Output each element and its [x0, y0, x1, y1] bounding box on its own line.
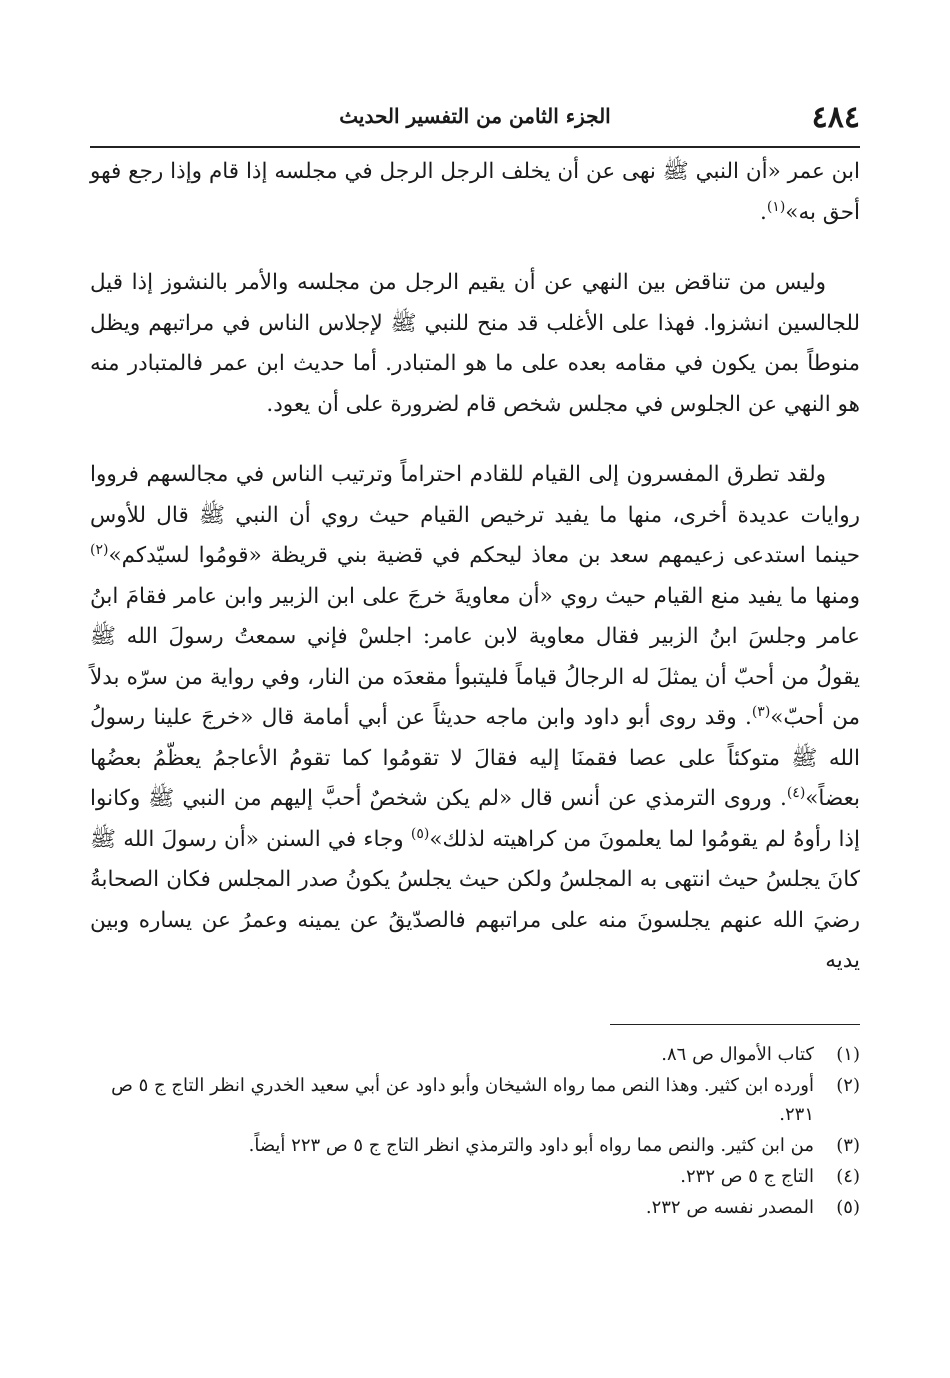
footnote-5: [90, 1193, 860, 1222]
paragraph-text: ولقد تطرق المفسرون إلى القيام للقادم احتراماً وترتيب الناس في مجالسهم فرووا روايات عديدة أخرى، منها ما يفيد ترخيص القيام حيث روي أن النبي ﷺ قال للأوس حينما استدعى زعيمهم سعد بن معاذ ليحكم في قضية بني قريظة «قومُوا لسيّدكم»: [90, 462, 860, 568]
paragraph-text: . وروى الترمذي عن أنس قال «لم يكن شخصٌ أحبَّ إليهم من النبي ﷺ وكانوا إذا رأوهُ لم يقومُوا لما يعلمونَ من كراهيته لذلك»: [90, 786, 860, 852]
footnotes: [90, 1040, 860, 1224]
footnote-1: [90, 1040, 860, 1069]
page-header: [90, 96, 860, 144]
paragraph-text: .: [759, 199, 767, 225]
paragraph-3: [90, 455, 860, 982]
footnote-4: [90, 1162, 860, 1191]
footnote-text: كتاب الأموال ص ٨٦.: [661, 1044, 814, 1065]
footnote-number: (١): [836, 1044, 860, 1065]
paragraph-text: وليس من تناقض بين النهي عن أن يقيم الرجل من مجلسه والأمر بالنشوز إذا قيل للجالسين انشزوا. فهذا على الأغلب قد منح للنبي ﷺ لإجلاس الناس في مراتبهم ويظل منوطاً بمن يكون في مقامه بعده على ما هو المتبادر. أما حديث ابن عمر فالمتبادر منه هو النهي عن الجلوس في مجلس شخص قام لضرورة على أن يعود.: [90, 270, 860, 417]
footnote-number: (٢): [836, 1075, 860, 1096]
footnote-number: (٤): [836, 1166, 860, 1187]
page-number: ٤٨٤: [811, 100, 860, 135]
footnote-ref-3: (٣): [751, 703, 771, 720]
footnote-2: [90, 1071, 860, 1129]
footnote-text: التاج ج ٥ ص ٢٣٢.: [680, 1166, 814, 1187]
footnote-text: من ابن كثير. والنص مما رواه أبو داود والترمذي انظر التاج ج ٥ ص ٢٢٣ أيضاً.: [248, 1135, 814, 1156]
paragraph-1: [90, 152, 860, 233]
footnote-divider: [610, 1024, 860, 1025]
paragraph-text: . وقد روى أبو داود وابن ماجه حديثاً عن أبي أمامة قال «خرجَ علينا رسولُ الله ﷺ متوكئاً على عصا فقمنَا إليه فقالَ لا تقومُوا كما تقومُ الأعاجمُ يعظّمُ بعضُها بعضاً»: [90, 705, 860, 811]
footnote-ref-4: (٤): [786, 784, 806, 801]
paragraph-2: [90, 263, 860, 425]
footnote-text: المصدر نفسه ص ٢٣٢.: [645, 1197, 814, 1218]
paragraph-text: ابن عمر «أن النبي ﷺ نهى عن أن يخلف الرجل الرجل في مجلسه إذا قام وإذا رجع فهو أحق به»: [90, 159, 860, 225]
running-title: الجزء الثامن من التفسير الحديث: [339, 104, 611, 128]
footnote-text: أورده ابن كثير. وهذا النص مما رواه الشيخان وأبو داود عن أبي سعيد الخدري انظر التاج ج ٥ ص ٢٣١.: [111, 1075, 814, 1125]
footnote-ref-5: (٥): [410, 825, 430, 842]
main-text: [90, 152, 860, 982]
footnote-ref-2: (٢): [90, 541, 109, 558]
footnote-number: (٥): [836, 1197, 860, 1218]
paragraph-text: وجاء في السنن «أن رسولَ الله ﷺ كانَ يجلسُ حيث انتهى به المجلسُ ولكن حيث يجلسُ يكونُ صدر المجلس فكان الصحابةُ رضيَ الله عنهم يجلسونَ منه على مراتبهم فالصدّيقُ عن يمينه وعمرُ عن يساره وبين يديه: [90, 826, 860, 973]
footnote-3: [90, 1131, 860, 1160]
footnote-number: (٣): [836, 1135, 860, 1156]
paragraph-text: ومنها ما يفيد منع القيام حيث روي «أن معاويةَ خرجَ على ابن الزبير وابن عامر فقامَ ابنُ عامر وجلسَ ابنُ الزبير فقال معاوية لابن عامر: اجلسْ فإني سمعتُ رسولَ الله ﷺ يقولُ من أحبّ أن يمثلَ له الرجالُ قياماً فليتبوأ مقعدَه من النار، وفي رواية من سرّه بدلاً من أحبّ»: [90, 583, 860, 730]
header-divider: [90, 146, 860, 148]
footnote-ref-1: (١): [766, 198, 786, 215]
